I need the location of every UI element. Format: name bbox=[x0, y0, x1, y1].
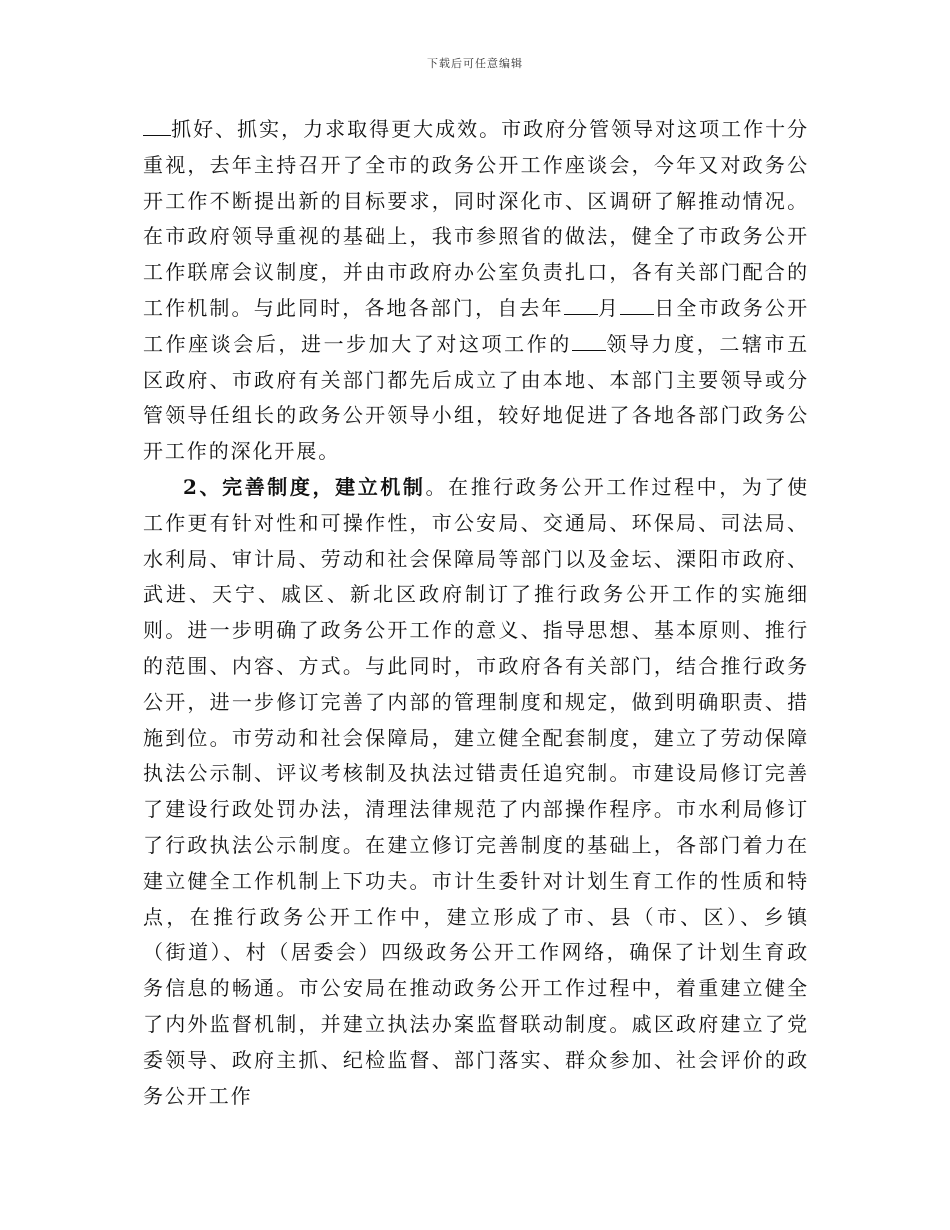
section-heading: 2、完善制度，建立机制 bbox=[183, 474, 426, 499]
paragraph-text: 。在推行政务公开工作过程中，为了使工作更有针对性和可操作性，市公安局、交通局、环保局、司法局、水利局、审计局、劳动和社会保障局等部门以及金坛、溧阳市政府、武进、天宁、戚区、新北区政府制订了推行政务公开工作的实施细则。进一步明确了政务公开工作的意义、指导思想、基本原则、推行的范围、内容、方式。与此同时，市政府各有关部门，结合推行政务公开，进一步修订完善了内部的管理制度和规定，做到明确职责、措施到位。市劳动和社会保障局，建立健全配套制度，建立了劳动保障执法公示制、评议考核制及执法过错责任追究制。市建设局修订完善了建设行政处罚办法，清理法律规范了内部操作程序。市水利局修订了行政执法公示制度。在建立修订完善制度的基础上，各部门着力在建立健全工作机制上下功夫。市计生委针对计划生育工作的性质和特点，在推行政务公开工作中，建立形成了市、县（市、区）、乡镇（街道）、村（居委会）四级政务公开工作网络，确保了计划生育政务信息的畅通。市公安局在推动政务公开工作过程中，着重建立健全了内外监督机制，并建立执法办案监督联动制度。戚区政府建立了党委领导、政府主抓、纪检监督、部门落实、群众参加、社会评价的政务公开工作 bbox=[143, 474, 809, 1108]
fill-in-blank-month bbox=[564, 294, 598, 315]
paragraph-text: 月 bbox=[597, 295, 621, 320]
document-body bbox=[143, 112, 809, 1114]
paragraph-text: 日全市政务公开工作座谈会后，进一步加大了对这项工作的 bbox=[143, 295, 809, 356]
paragraph-leadership bbox=[143, 112, 809, 470]
fill-in-blank bbox=[572, 330, 606, 351]
page-header: 下载后可任意编辑 bbox=[427, 57, 523, 70]
fill-in-blank bbox=[143, 115, 171, 136]
paragraph-system-mechanism bbox=[143, 470, 809, 1114]
paragraph-text: 抓好、抓实，力求取得更大成效。市政府分管领导对这项工作十分重视，去年主持召开了全市的政务公开工作座谈会，今年又对政务公开工作不断提出新的目标要求，同时深化市、区调研了解推动情况。在市政府领导重视的基础上，我市参照省的做法，健全了市政务公开工作联席会议制度，并由市政府办公室负责扎口，各有关部门配合的工作机制。与此同时，各地各部门，自去年 bbox=[143, 117, 809, 320]
fill-in-blank-day bbox=[620, 294, 654, 315]
paragraph-text: 领导力度，二辖市五区政府、市政府有关部门都先后成立了由本地、本部门主要领导或分管领导任组长的政务公开领导小组，较好地促进了各地各部门政务公开工作的深化开展。 bbox=[143, 331, 809, 464]
